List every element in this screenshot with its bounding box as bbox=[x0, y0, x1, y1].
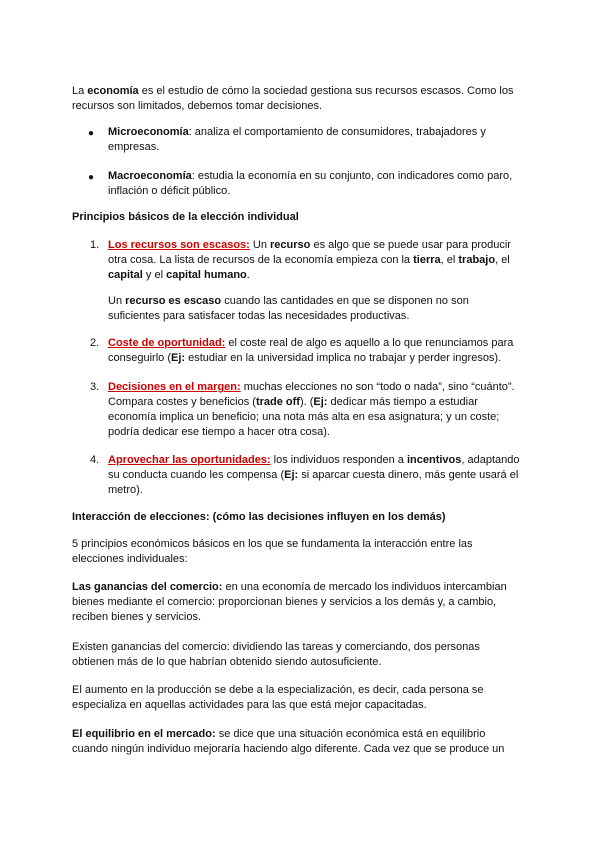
list-number: 2. bbox=[90, 337, 100, 349]
principle-item-1-note: Un recurso es escaso cuando las cantidades en que se disponen no son suficientes para satisfacer todas las necesidades productivas. bbox=[108, 295, 469, 322]
paragraph-ganancias-comercio: Las ganancias del comercio: en una economía de mercado los individuos intercambian bienes mediante el comercio: proporcionan bienes y servicios a los demás y, a cambio, reciben bienes y servicios. bbox=[72, 581, 507, 623]
principle-item-4: Aprovechar las oportunidades: los individuos responden a incentivos, adaptando su conducta cuando les compensa (Ej: si aparcar cuesta dinero, más gente usará el metro). bbox=[108, 454, 520, 496]
bullet-dot: ● bbox=[88, 172, 95, 183]
list-number: 3. bbox=[90, 381, 100, 393]
paragraph-equilibrio-mercado: El equilibrio en el mercado: se dice que una situación económica está en equilibrio cuando ningún individuo mejoraría haciendo algo diferente. Cada vez que se produce un bbox=[72, 728, 505, 755]
section-heading-eleccion-individual: Principios básicos de la elección individual bbox=[72, 211, 299, 223]
principle-item-1: Los recursos son escasos: Un recurso es algo que se puede usar para producir otra cosa. La lista de recursos de la economía empieza con la tierra, el trabajo, el capital y el capital humano. bbox=[108, 239, 511, 281]
paragraph-existen-ganancias: Existen ganancias del comercio: dividiendo las tareas y comerciando, dos personas obtienen más de lo que habrían obtenido siendo autosuficiente. bbox=[72, 641, 480, 668]
bullet-macroeconomia: Macroeconomía: estudia la economía en su conjunto, con indicadores como paro, inflación o déficit público. bbox=[108, 170, 513, 197]
paragraph-especializacion: El aumento en la producción se debe a la especialización, es decir, cada persona se especializa en aquellas actividades para las que está mejor capacitadas. bbox=[72, 684, 484, 711]
bullet-dot: ● bbox=[88, 128, 95, 139]
bullet-microeconomia: Microeconomía: analiza el comportamiento de consumidores, trabajadores y empresas. bbox=[108, 126, 486, 153]
principle-item-2: Coste de oportunidad: el coste real de algo es aquello a lo que renunciamos para conseguirlo (Ej: estudiar en la universidad implica no trabajar y perder ingresos). bbox=[108, 337, 514, 364]
intro-paragraph: La economía es el estudio de cómo la sociedad gestiona sus recursos escasos. Como los recursos son limitados, debemos tomar decisiones. bbox=[72, 85, 514, 112]
paragraph-cinco-principios: 5 principios económicos básicos en los que se fundamenta la interacción entre las elecciones individuales: bbox=[72, 538, 473, 565]
section-heading-interaccion: Interacción de elecciones: (cómo las decisiones influyen en los demás) bbox=[72, 511, 446, 523]
principle-item-3: Decisiones en el margen: muchas elecciones no son “todo o nada”, sino “cuánto”. Compara costes y beneficios (trade off). (Ej: dedicar más tiempo a estudiar economía implica un beneficio; una nota más alta en esa asignatura; y un coste; podría dedicar ese tiempo a hacer otra cosa). bbox=[108, 381, 515, 438]
list-number: 1. bbox=[90, 239, 100, 251]
list-number: 4. bbox=[90, 454, 100, 466]
